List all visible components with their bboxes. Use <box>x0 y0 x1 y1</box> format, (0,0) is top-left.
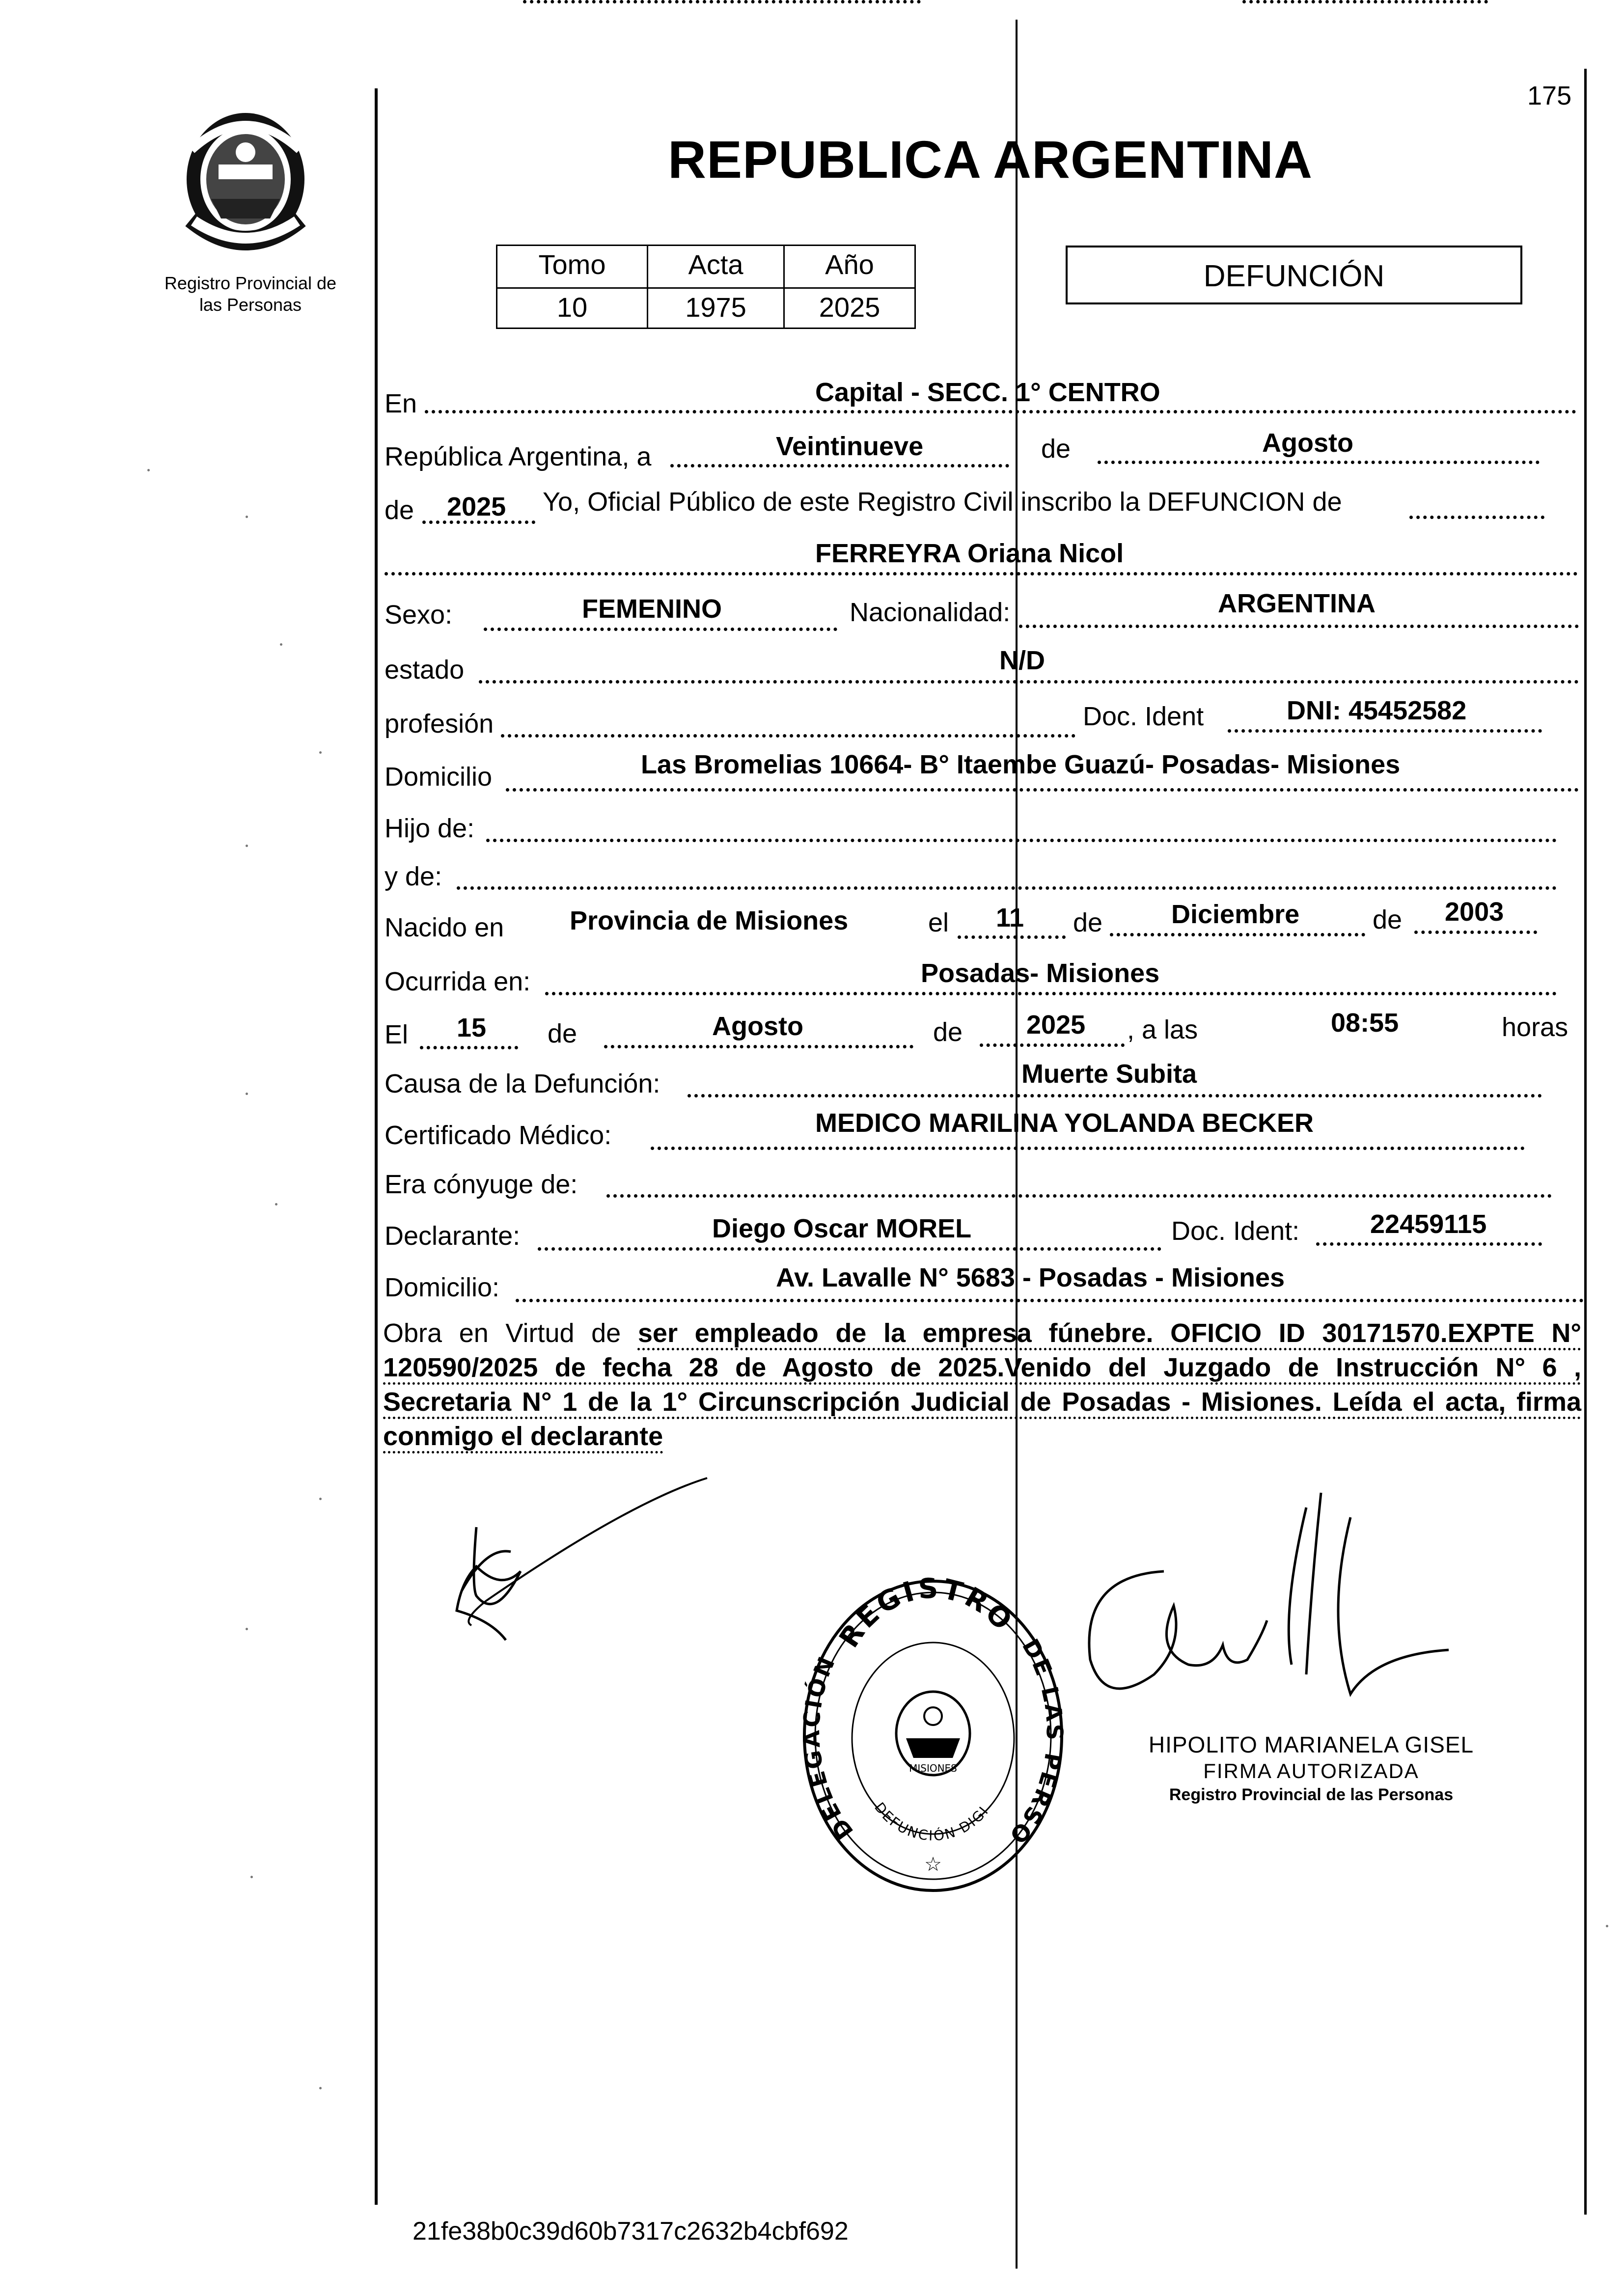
value-def-anio: 2025 <box>1026 1010 1086 1040</box>
dots-certificado <box>651 1147 1525 1150</box>
province-crest-icon <box>172 106 319 258</box>
value-mes-inscripcion: Agosto <box>1262 428 1353 458</box>
declarant-signature <box>442 1473 717 1660</box>
value-nacido-en: Provincia de Misiones <box>570 906 849 935</box>
acta-value: 1975 <box>647 287 785 329</box>
footer-hash: 21fe38b0c39d60b7317c2632b4cbf692 <box>413 2217 849 2246</box>
dots-def-dia <box>420 1046 518 1049</box>
label-horas: horas <box>1502 1013 1569 1042</box>
label-nacido-en: Nacido en <box>385 913 504 942</box>
scan-speck <box>319 2087 322 2089</box>
anio-header: Año <box>783 245 916 289</box>
label-sexo: Sexo: <box>385 600 453 630</box>
scan-speck <box>147 469 150 471</box>
tomo-value: 10 <box>496 287 648 329</box>
label-causa: Causa de la Defunción: <box>385 1069 661 1098</box>
signature-block <box>1139 1731 1483 1806</box>
right-margin-line <box>1584 69 1587 2215</box>
declarant-signature-icon <box>442 1473 717 1660</box>
label-en: En <box>385 389 417 418</box>
value-nac-dia: 11 <box>996 903 1024 932</box>
logo-caption <box>147 273 354 316</box>
dots-causa <box>688 1094 1542 1097</box>
value-doc: DNI: 45452582 <box>1287 696 1467 725</box>
tomo-header: Tomo <box>496 245 648 289</box>
value-def-mes: Agosto <box>712 1012 803 1041</box>
dots-sexo <box>484 628 837 631</box>
acta-header: Acta <box>647 245 785 289</box>
label-domicilio: Domicilio <box>385 762 493 792</box>
label-yo-oficial: Yo, Oficial Público de este Registro Civil inscribo la DEFUNCION de <box>543 487 1342 517</box>
dots-lugar <box>425 410 1576 413</box>
label-doc-ident-declarante: Doc. Ident: <box>1171 1216 1300 1246</box>
dots-estado <box>479 680 1579 684</box>
value-obra: ser empleado de la empresa fúnebre. OFICIO ID 30171570.EXPTE N° 120590/2025 de fecha 28 de Agosto de 2025.Venido del Juzgado de Instrucción N° 6 , Secretaria N° 1 de la 1° Circunscripción Judicial de Posadas - Misiones. Leída el acta, firma conmigo el declarante <box>383 1318 1581 1451</box>
label-profesion: profesión <box>385 709 494 739</box>
dots-nac-mes <box>1110 933 1365 936</box>
dots-declarante <box>538 1247 1161 1251</box>
value-estado: N/D <box>999 646 1045 675</box>
seal-left-text: DELEGACIÓN <box>800 1651 859 1844</box>
label-nacionalidad: Nacionalidad: <box>850 598 1011 627</box>
value-ocurrida-en: Posadas- Misiones <box>921 959 1160 988</box>
scan-speck <box>246 516 248 518</box>
label-domicilio-declarante: Domicilio: <box>385 1273 500 1302</box>
scan-speck <box>319 1498 322 1500</box>
dots-def-anio <box>980 1043 1125 1047</box>
seal-right-text: DE LAS PERSO <box>1003 1634 1066 1851</box>
label-hijo-de: Hijo de: <box>385 814 475 843</box>
province-logo <box>172 106 319 258</box>
dots-def-mes <box>604 1045 913 1048</box>
value-domicilio-declarante: Av. Lavalle N° 5683 - Posadas - Misiones <box>776 1263 1285 1292</box>
label-ocurrida-en: Ocurrida en: <box>385 967 531 996</box>
value-nac-mes: Diciembre <box>1171 900 1300 929</box>
seal-top-text: REGISTRO <box>833 1576 1020 1654</box>
dots-declarante-doc <box>1316 1242 1542 1246</box>
label-de-nac-anio: de <box>1373 905 1403 934</box>
scan-speck <box>1606 1925 1608 1927</box>
logo-caption-line-2: las Personas <box>199 295 302 315</box>
scan-speck <box>246 845 248 847</box>
label-de-anio: de <box>385 495 414 525</box>
value-declarante-doc: 22459115 <box>1370 1209 1487 1239</box>
logo-caption-line-1: Registro Provincial de <box>164 273 337 293</box>
value-declarante: Diego Oscar MOREL <box>712 1214 972 1243</box>
label-de-def-anio: de <box>933 1017 963 1047</box>
label-a-las: , a las <box>1127 1015 1198 1044</box>
value-lugar: Capital - SECC. 1° CENTRO <box>815 378 1160 407</box>
value-nacionalidad: ARGENTINA <box>1218 589 1376 618</box>
anio-value: 2025 <box>783 287 916 329</box>
value-nombre: FERREYRA Oriana Nicol <box>815 539 1124 568</box>
label-republica: República Argentina, a <box>385 442 652 471</box>
dots-ocurrida-en <box>545 992 1557 995</box>
dots-dia-inscripcion <box>670 464 1009 467</box>
obra-en-virtud <box>383 1316 1581 1453</box>
signer-name: HIPOLITO MARIANELA GISEL <box>1148 1732 1474 1757</box>
label-doc-ident: Doc. Ident <box>1083 702 1204 731</box>
dots-profesion <box>501 734 1075 738</box>
dots-y-de <box>457 886 1557 890</box>
label-declarante: Declarante: <box>385 1221 521 1251</box>
value-def-hora: 08:55 <box>1331 1008 1399 1038</box>
scan-speck <box>275 1203 277 1205</box>
value-certificado: MEDICO MARILINA YOLANDA BECKER <box>815 1108 1314 1138</box>
signer-org: Registro Provincial de las Personas <box>1169 1785 1454 1804</box>
dots-domicilio <box>506 788 1579 792</box>
label-El: El <box>385 1020 409 1049</box>
dots-mes-inscripcion <box>1098 461 1540 464</box>
official-seal-stamp <box>800 1576 1066 1895</box>
scan-speck <box>280 643 282 646</box>
label-de-mes: de <box>1041 434 1071 464</box>
value-causa: Muerte Subita <box>1021 1059 1197 1089</box>
authorized-signature-icon <box>1075 1488 1459 1733</box>
value-anio-inscripcion: 2025 <box>447 492 506 521</box>
seal-inner-text: DEFUNCIÓN DIGI <box>871 1799 992 1844</box>
label-obra: Obra en Virtud de <box>383 1318 621 1348</box>
dots-doc <box>1228 729 1542 733</box>
dots-def-hora <box>1242 0 1488 3</box>
label-el: el <box>928 908 949 937</box>
official-seal <box>800 1576 1066 1895</box>
value-nac-anio: 2003 <box>1445 897 1504 927</box>
document-type: DEFUNCIÓN <box>1066 246 1522 304</box>
dots-nac-dia <box>958 935 1066 939</box>
page-number: 175 <box>1527 81 1572 110</box>
value-dia-inscripcion: Veintinueve <box>776 432 924 461</box>
left-margin-line <box>375 88 378 2205</box>
dots-domicilio-declarante <box>516 1299 1584 1302</box>
seal-star-icon: ☆ <box>924 1853 942 1876</box>
seal-center-text: MISIONES <box>909 1762 957 1774</box>
value-domicilio: Las Bromelias 10664- B° Itaembe Guazú- Posadas- Misiones <box>641 750 1401 779</box>
scan-speck <box>246 1093 248 1095</box>
page-title: REPUBLICA ARGENTINA <box>668 130 1313 189</box>
scan-speck <box>246 1628 248 1630</box>
label-certificado: Certificado Médico: <box>385 1121 612 1150</box>
label-de-def-mes: de <box>548 1019 578 1048</box>
signer-role: FIRMA AUTORIZADA <box>1203 1759 1419 1782</box>
dots-nacido-en <box>523 0 921 3</box>
scan-speck <box>250 1876 253 1878</box>
label-y-de: y de: <box>385 862 442 891</box>
value-sexo: FEMENINO <box>582 594 722 624</box>
label-de-nac-mes: de <box>1073 908 1103 937</box>
value-def-dia: 15 <box>457 1013 487 1042</box>
svg-text:REGISTRO <box>833 1576 1020 1653</box>
authorized-signature <box>1075 1488 1459 1733</box>
label-estado: estado <box>385 655 465 685</box>
scan-speck <box>319 751 322 754</box>
dots-nombre <box>385 572 1578 575</box>
dots-conyuge <box>606 1194 1552 1198</box>
label-conyuge: Era cónyuge de: <box>385 1170 578 1199</box>
dots-nacionalidad <box>1019 625 1579 628</box>
center-fold-line <box>1016 20 1018 2269</box>
dots-yo-oficial <box>1409 516 1544 519</box>
dots-nac-anio <box>1414 931 1537 934</box>
dots-hijo-de <box>486 839 1557 842</box>
